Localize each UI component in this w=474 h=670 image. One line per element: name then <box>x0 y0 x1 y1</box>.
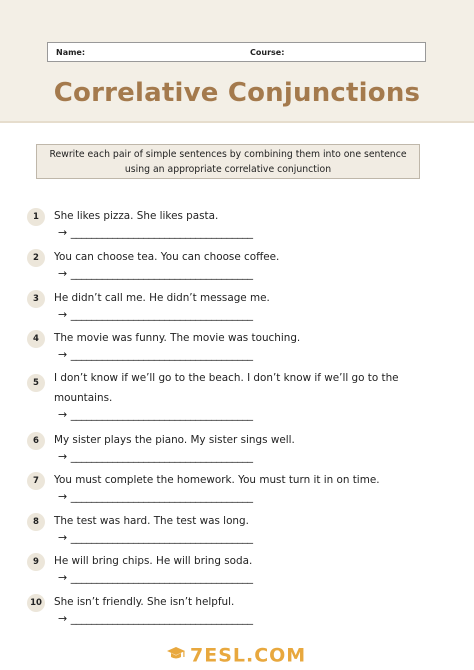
answer-blank: ___________________________________ <box>70 612 253 625</box>
question-number: 2 <box>27 249 45 267</box>
question-number: 5 <box>27 374 45 392</box>
answer-line[interactable] <box>58 308 253 322</box>
site-logo <box>166 644 306 667</box>
question-number: 1 <box>27 208 45 226</box>
arrow-icon: → <box>58 531 68 544</box>
answer-blank: ___________________________________ <box>70 226 253 239</box>
arrow-icon: → <box>58 226 68 239</box>
graduation-cap-icon <box>166 645 186 667</box>
question-number: 4 <box>27 330 45 348</box>
question-number: 9 <box>27 553 45 571</box>
instructions-box: Rewrite each pair of simple sentences by combining them into one sentence using an appropriate correlative conjunction <box>36 144 420 179</box>
name-course-box <box>47 42 426 62</box>
question-number: 7 <box>27 472 45 490</box>
course-label: Course: <box>250 48 285 57</box>
answer-line[interactable] <box>58 267 253 281</box>
answer-blank: ___________________________________ <box>70 490 253 503</box>
logo-text: 7ESL.COM <box>190 644 307 667</box>
answer-blank: ___________________________________ <box>70 531 253 544</box>
arrow-icon: → <box>58 571 68 584</box>
answer-blank: ___________________________________ <box>70 348 253 361</box>
answer-line[interactable] <box>58 490 253 504</box>
question-text: My sister plays the piano. My sister sings well. <box>54 434 295 446</box>
arrow-icon: → <box>58 450 68 463</box>
answer-blank: ___________________________________ <box>70 308 253 321</box>
question-text: She isn’t friendly. She isn’t helpful. <box>54 596 235 608</box>
answer-blank: ___________________________________ <box>70 408 253 421</box>
question-text: The test was hard. The test was long. <box>54 515 249 527</box>
question-number: 10 <box>27 594 45 612</box>
question-text: He will bring chips. He will bring soda. <box>54 555 253 567</box>
question-number: 8 <box>27 513 45 531</box>
question-text: She likes pizza. She likes pasta. <box>54 210 219 222</box>
question-text: He didn’t call me. He didn’t message me. <box>54 292 270 304</box>
answer-line[interactable] <box>58 571 253 585</box>
answer-line[interactable] <box>58 408 253 422</box>
question-number: 6 <box>27 432 45 450</box>
answer-line[interactable] <box>58 531 253 545</box>
arrow-icon: → <box>58 408 68 421</box>
arrow-icon: → <box>58 267 68 280</box>
name-label: Name: <box>56 48 86 57</box>
arrow-icon: → <box>58 308 68 321</box>
arrow-icon: → <box>58 348 68 361</box>
question-number: 3 <box>27 290 45 308</box>
answer-line[interactable] <box>58 226 253 240</box>
question-text: I don’t know if we’ll go to the beach. I don’t know if we’ll go to the mountains. <box>54 372 399 404</box>
answer-line[interactable] <box>58 612 253 626</box>
question-text: The movie was funny. The movie was touching. <box>54 332 301 344</box>
answer-blank: ___________________________________ <box>70 571 253 584</box>
question-text: You must complete the homework. You must turn it in on time. <box>54 474 380 486</box>
answer-blank: ___________________________________ <box>70 450 253 463</box>
header-divider <box>0 121 474 123</box>
question-text: You can choose tea. You can choose coffee. <box>54 251 280 263</box>
page-title: Correlative Conjunctions <box>53 78 421 108</box>
answer-blank: ___________________________________ <box>70 267 253 280</box>
arrow-icon: → <box>58 490 68 503</box>
answer-line[interactable] <box>58 348 253 362</box>
answer-line[interactable] <box>58 450 253 464</box>
arrow-icon: → <box>58 612 68 625</box>
